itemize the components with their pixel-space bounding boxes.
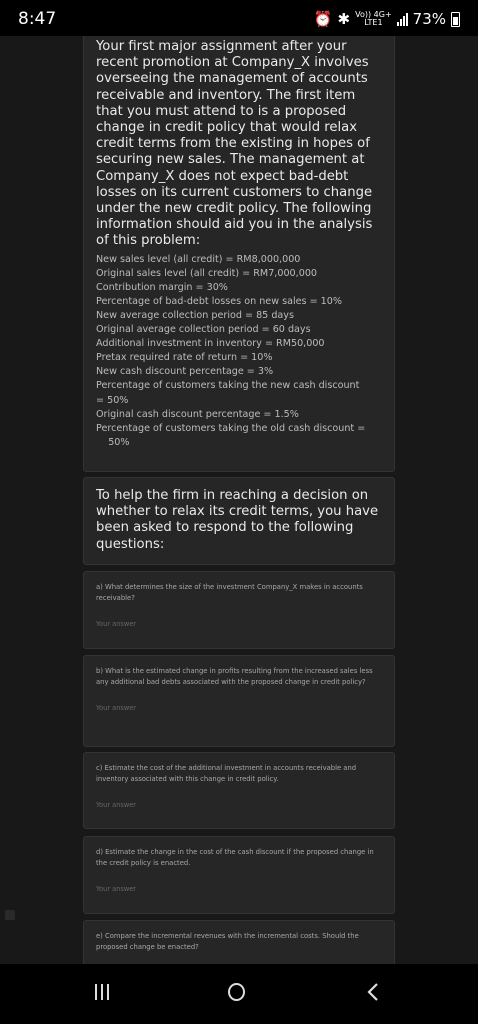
form-content[interactable] xyxy=(0,36,478,964)
alarm-icon: ⏰ xyxy=(313,10,333,28)
detail-line: New average collection period = 85 days xyxy=(96,310,294,322)
battery-percent: 73% xyxy=(412,10,446,28)
answer-input[interactable]: Your answer xyxy=(96,704,136,712)
assignment-description: Your first major assignment after your recent promotion at Company_X involves overseeing the management of accounts receivable and inventory. The first item that you must attend to is a proposed change in credit policy that would relax credit terms from the existing in hopes of securing new sales. The management at Company_X does not expect bad-debt losses on its current customers to change under the new credit policy. The following information should aid you in the analysis of this problem: xyxy=(96,39,373,249)
answer-input[interactable]: Your answer xyxy=(96,885,136,893)
detail-line: Pretax required rate of return = 10% xyxy=(96,352,273,364)
navigation-bar xyxy=(0,964,478,1024)
side-handle xyxy=(5,910,15,920)
battery-icon xyxy=(451,12,460,27)
detail-line: Percentage of bad-debt losses on new sales = 10% xyxy=(96,295,342,307)
detail-line: New sales level (all credit) = RM8,000,000 xyxy=(96,253,301,265)
question-text: a) What determines the size of the investment Company_X makes in accounts receivable? xyxy=(96,583,363,602)
detail-line: Original average collection period = 60 days xyxy=(96,324,311,336)
detail-line: Percentage of customers taking the old cash discount = xyxy=(96,422,366,434)
status-icons xyxy=(314,10,460,28)
detail-line: Additional investment in inventory = RM50,000 xyxy=(96,338,325,350)
status-time: 8:47 xyxy=(18,9,57,29)
bluetooth-icon: ✱ xyxy=(337,10,351,28)
question-text: e) Compare the incremental revenues with the incremental costs. Should the proposed change be enacted? xyxy=(96,932,359,951)
answer-input[interactable]: Your answer xyxy=(96,801,136,809)
detail-line: Original cash discount percentage = 1.5% xyxy=(96,408,299,420)
recent-apps-icon[interactable] xyxy=(95,984,109,1000)
detail-line: = 50% xyxy=(96,394,129,406)
question-card-c xyxy=(83,752,395,829)
detail-line: Percentage of customers taking the new cash discount xyxy=(96,380,360,392)
detail-line: Original sales level (all credit) = RM7,000,000 xyxy=(96,267,318,279)
back-icon[interactable] xyxy=(365,983,382,1001)
detail-line: 50% xyxy=(96,436,130,448)
signal-icon xyxy=(397,13,408,26)
question-card-d xyxy=(83,836,395,914)
instruction-text: To help the firm in reaching a decision on whether to relax its credit terms, you have been asked to respond to the following questions: xyxy=(96,488,379,552)
question-card-a xyxy=(83,571,395,649)
question-card-e xyxy=(83,920,395,964)
home-icon[interactable] xyxy=(228,983,245,1001)
status-bar xyxy=(0,0,478,36)
assignment-data-list xyxy=(96,253,382,450)
question-text: c) Estimate the cost of the additional investment in accounts receivable and inventory associated with this change in credit policy. xyxy=(96,764,357,783)
network-indicator: Vo)) 4G+ LTE1 xyxy=(355,10,392,27)
answer-input[interactable]: Your answer xyxy=(96,620,136,628)
question-card-b xyxy=(83,655,395,747)
detail-line: New cash discount percentage = 3% xyxy=(96,366,274,378)
assignment-card xyxy=(83,36,395,472)
question-text: d) Estimate the change in the cost of the cash discount if the proposed change in the credit policy is enacted. xyxy=(96,848,374,867)
question-text: b) What is the estimated change in profits resulting from the increased sales less any additional bad debts associated with the proposed change in credit policy? xyxy=(96,667,373,686)
instruction-card xyxy=(83,477,395,565)
detail-line: Contribution margin = 30% xyxy=(96,281,228,293)
